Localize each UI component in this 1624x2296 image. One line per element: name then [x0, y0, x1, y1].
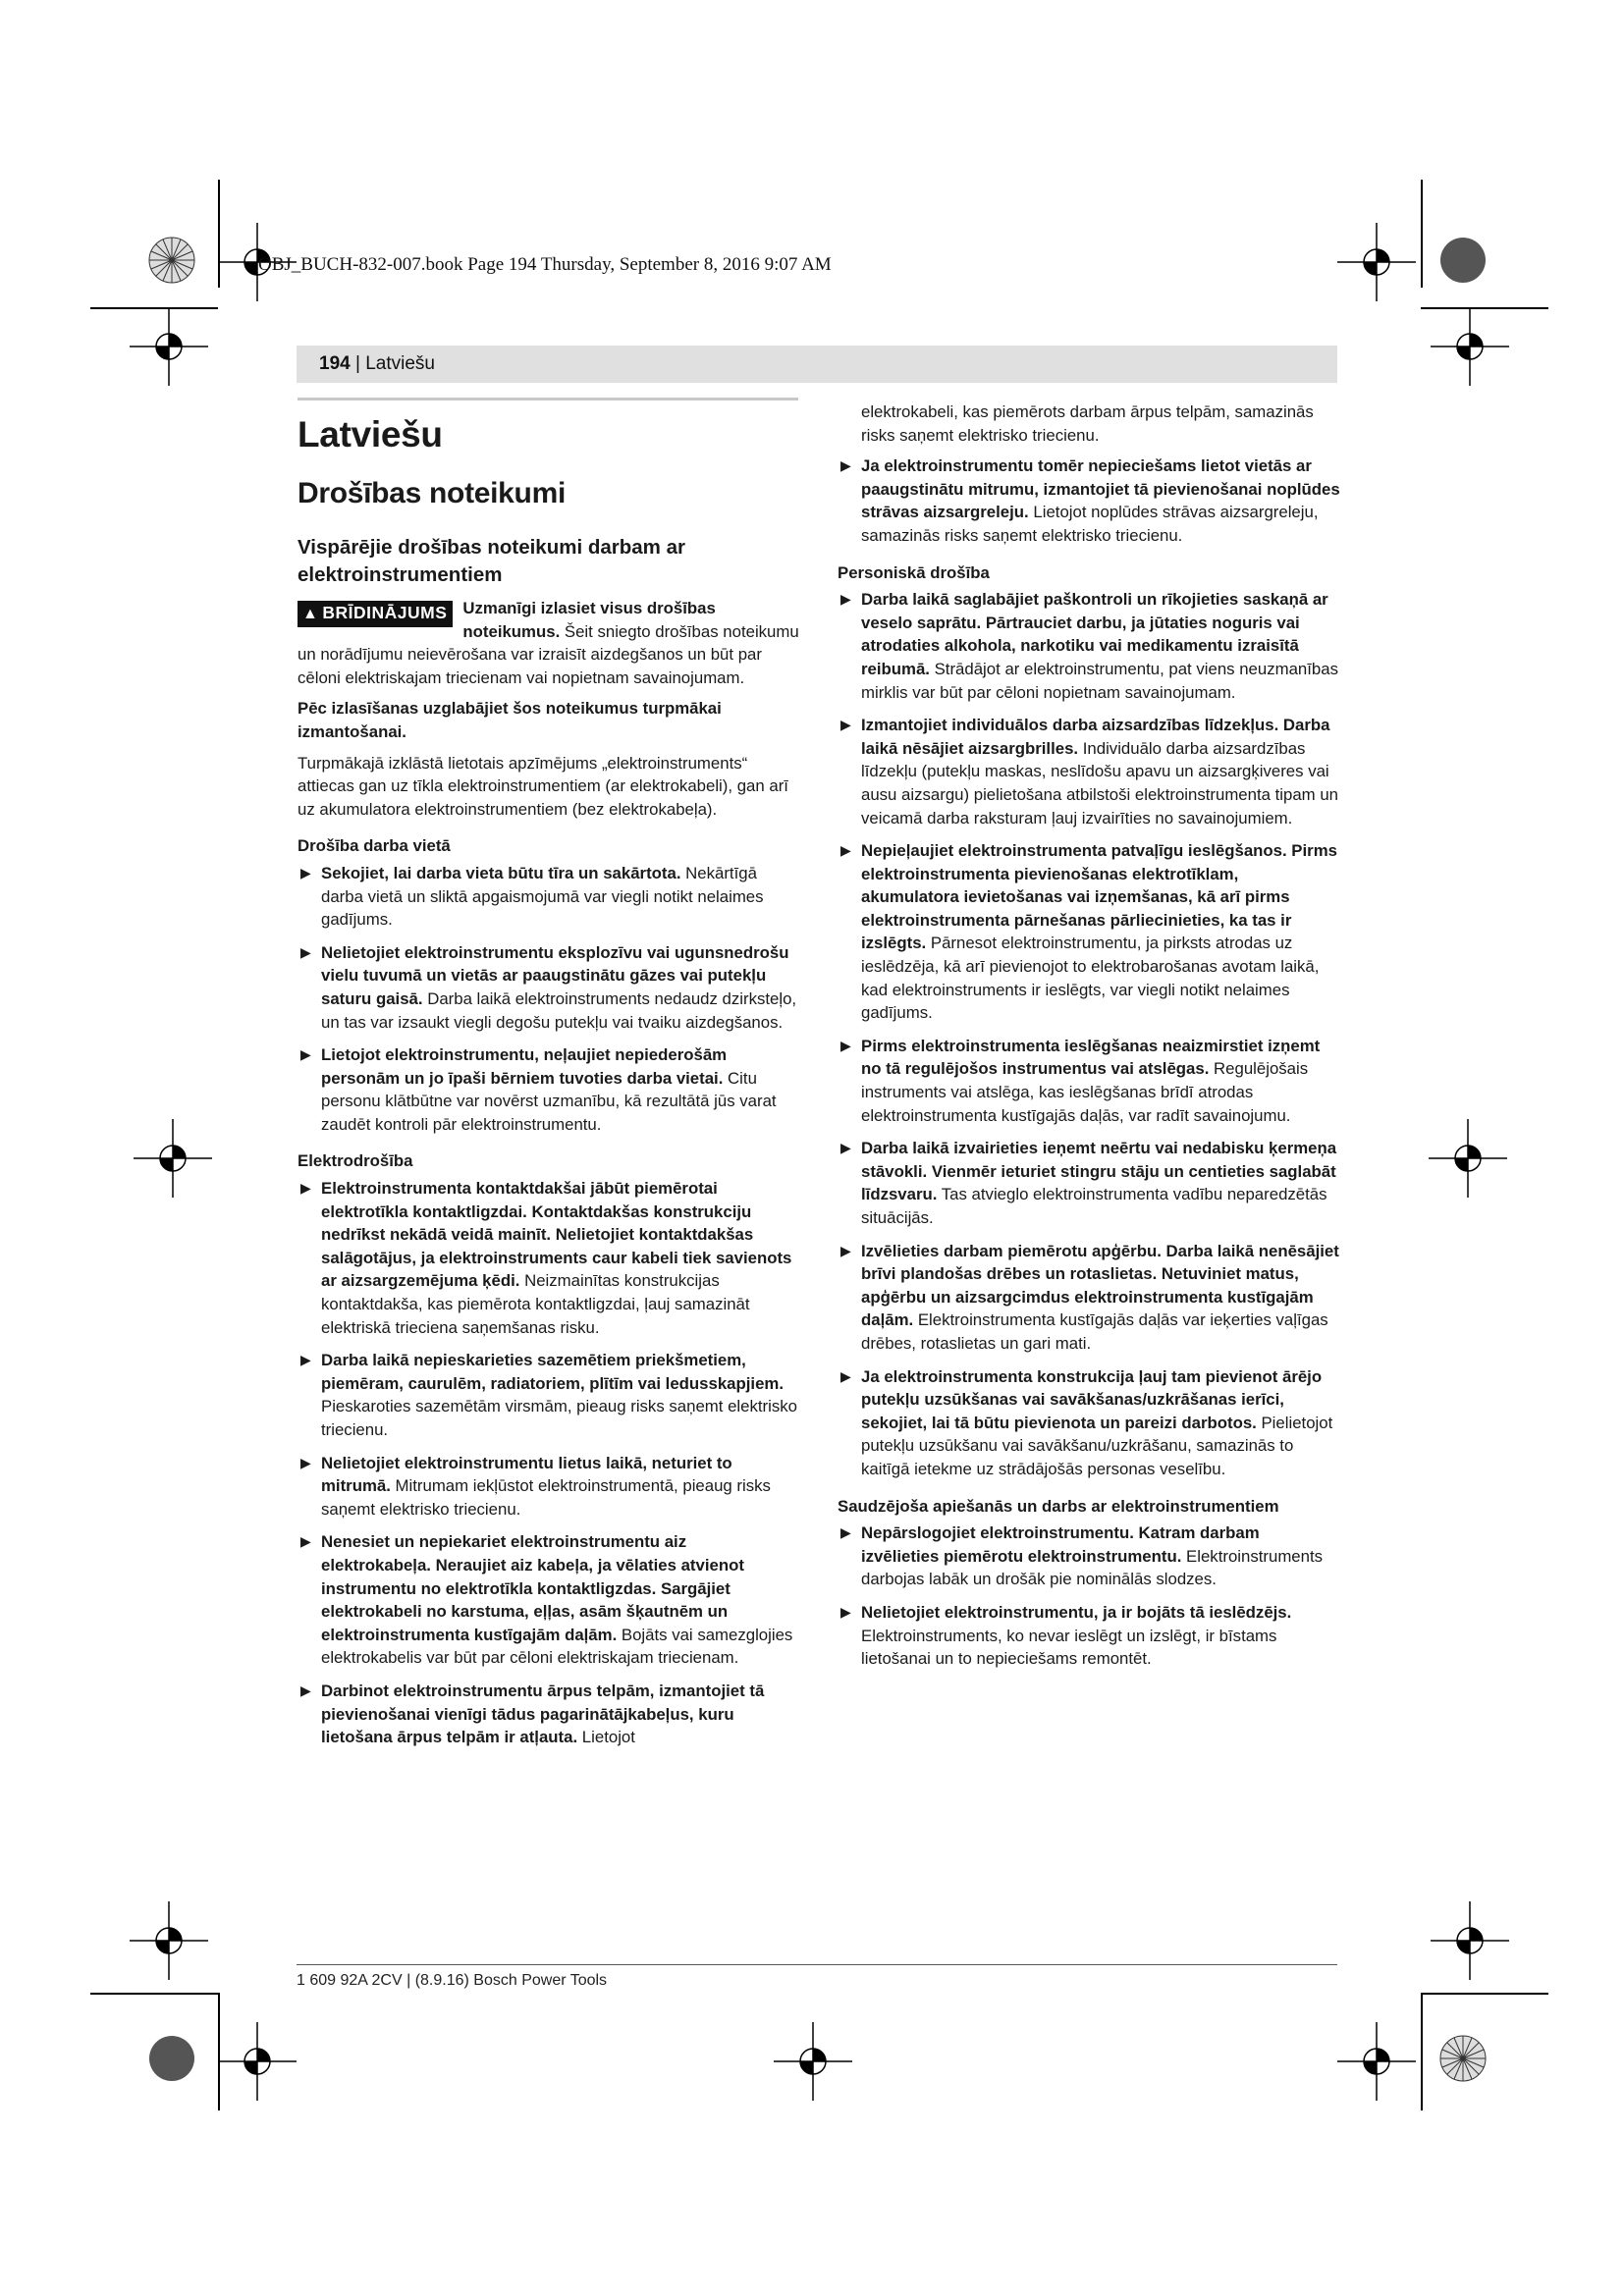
list-item	[838, 1240, 1340, 1356]
list-item	[298, 1452, 800, 1522]
subheading-careful-use: Saudzējoša apiešanās un darbs ar elektroinstrumentiem	[838, 1496, 1279, 1516]
registration-mark	[134, 1119, 212, 1198]
bullet-arrow-icon: ▶	[840, 1242, 851, 1258]
item-text: Regulējošais instruments vai atslēga, kas ieslēgšanas brīdī atrodas elektroinstrumenta kustīgajās daļās, var radīt savainojumu.	[861, 1059, 1309, 1125]
item-bold: Nelietojiet elektroinstrumentu, ja ir bojāts tā ieslēdzējs.	[861, 1602, 1292, 1622]
item-bold: Lietojot elektroinstrumentu, neļaujiet nepiederošām personām un jo īpaši bērniem tuvoties darba vietai.	[321, 1045, 728, 1088]
warning-paragraph	[298, 597, 800, 689]
registration-mark	[1431, 307, 1509, 386]
registration-mark	[774, 2022, 852, 2101]
item-text: Pārnesot elektroinstrumentu, ja pirksts atrodas uz ieslēdzēja, kā arī pievienojot to elektrobarošanas avotam laikā, kad elektroinstruments ir ieslēgts, var viegli notikt nelaimes gadījums.	[861, 934, 1320, 1023]
subheading-electrical: Elektrodrošība	[298, 1151, 413, 1171]
item-text: Nekārtīgā darba vietā un sliktā apgaismojumā var viegli notikt nelaimes gadījums.	[321, 863, 764, 930]
item-text: Elektroinstruments darbojas labāk un drošāk pie nominālās slodzes.	[861, 1546, 1324, 1589]
left-column	[298, 398, 800, 1759]
item-bold: Elektroinstrumenta kontaktdakšai jābūt piemērotai elektrotīkla kontaktligzdai. Kontaktdakšas konstrukciju nedrīkst nekādā veidā mainīt. Nelietojiet kontaktdakšas salāgotājus, ja elektroinstruments caur kabeli tiek savienots ar aizsargzemējuma ķēdi.	[321, 1179, 792, 1291]
bullet-arrow-icon: ▶	[840, 717, 851, 733]
item-bold: Darba laikā saglabājiet paškontroli un rīkojieties saskaņā ar veselo saprātu. Pārtrauciet darbu, ja jūtaties noguris vai atrodaties alkohola, narkotiku vai medikamentu izraisītā reibumā.	[861, 590, 1328, 678]
item-bold: Darbinot elektroinstrumentu ārpus telpām, izmantojiet tā pievienošanai vienīgi tādus pagarinātājkabeļus, kuru lietošana ārpus telpām ir atļauta.	[321, 1681, 765, 1747]
registration-mark	[1337, 223, 1416, 301]
registration-mark	[218, 2022, 297, 2101]
item-text: Citu personu klātbūtne var novērst uzmanību, kā rezultātā jūs varat zaudēt kontroli pār elektroinstrumentu.	[321, 1068, 777, 1134]
warning-bold: Uzmanīgi izlasiet visus drošības noteikumus.	[462, 599, 716, 641]
item-bold: Pirms elektroinstrumenta ieslēgšanas neaizmirstiet izņemt no tā regulējošos instrumentus vai atslēgas.	[861, 1036, 1321, 1079]
item-text: Pieskaroties sazemētām virsmām, pieaug risks saņemt elektrisko triecienu.	[321, 1397, 797, 1439]
starburst-mark	[147, 236, 196, 285]
warning-label: BRĪDINĀJUMS	[322, 603, 448, 622]
rcd-list	[838, 454, 1340, 547]
list-item	[838, 1365, 1340, 1481]
continuation-text: elektrokabeli, kas piemērots darbam ārpus telpām, samazinās risks saņemt elektrisko triecienu.	[861, 402, 1314, 445]
registration-mark	[130, 1901, 208, 1980]
item-text: Elektroinstruments, ko nevar ieslēgt un izslēgt, ir bīstams lietošanai un to nepieciešams remontēt.	[861, 1626, 1277, 1669]
title-rule	[298, 398, 798, 400]
workplace-list	[298, 862, 800, 1137]
bullet-arrow-icon: ▶	[840, 1037, 851, 1053]
bullet-arrow-icon: ▶	[300, 864, 311, 881]
item-bold: Nenesiet un nepiekariet elektroinstrumentu aiz elektrokabeļa. Neraujiet aiz kabeļa, ja vēlaties atvienot instrumentu no elektrotīkla kontaktligzdas. Sargājiet elektrokabeli no karstuma, eļļas, asām šķautnēm un elektroinstrumenta kustīgajām daļām.	[321, 1532, 744, 1644]
list-item	[298, 941, 800, 1034]
list-item	[838, 839, 1340, 1025]
crop-mark	[1421, 1993, 1548, 1995]
subheading-workplace: Drošība darba vietā	[298, 836, 451, 856]
warning-badge	[298, 601, 453, 627]
bullet-arrow-icon: ▶	[300, 1352, 311, 1368]
keep-instructions	[298, 697, 800, 743]
header-separator: |	[350, 353, 366, 374]
item-text: Mitrumam iekļūstot elektroinstrumentā, pieaug risks saņemt elektrisko triecienu.	[321, 1476, 771, 1519]
list-item	[298, 1043, 800, 1136]
registration-mark	[1431, 1901, 1509, 1980]
starburst-mark	[1438, 2034, 1488, 2083]
crop-mark	[1421, 1993, 1423, 2110]
list-item	[838, 714, 1340, 829]
crop-mark	[1421, 180, 1423, 288]
item-bold: Nepieļaujiet elektroinstrumenta patvaļīgu ieslēgšanos. Pirms elektroinstrumenta pievienošanas elektrotīklam, akumulatora ievietošanas vai izņemšanas, kā arī pirms elektroinstrumenta pārnešanas pārliecinieties, ka tas ir izslēgts.	[861, 841, 1337, 953]
bullet-arrow-icon: ▶	[300, 1046, 311, 1063]
bullet-arrow-icon: ▶	[840, 842, 851, 859]
list-item	[298, 1680, 800, 1749]
gray-dot-mark	[1438, 236, 1488, 285]
page-footer: 1 609 92A 2CV | (8.9.16) Bosch Power Tools	[297, 1972, 608, 1989]
bullet-arrow-icon: ▶	[840, 457, 851, 474]
item-bold: Nelietojiet elektroinstrumentu eksplozīvu vai ugunsnedrošu vielu tuvumā un vietās ar paaugstinātu gāzes vai putekļu saturu gaisā.	[321, 942, 789, 1008]
warning-text: Šeit sniegto drošības noteikumu un norādījumu neievērošana var izraisīt aizdegšanos un būt par cēloni elektriskajam triecienam vai nopietnam savainojumam.	[298, 621, 799, 687]
item-bold: Darba laikā izvairieties ieņemt neērtu vai nedabisku ķermeņa stāvokli. Vienmēr ieturiet stingru stāju un centieties saglabāt līdzsvaru.	[861, 1139, 1337, 1204]
list-item	[298, 1349, 800, 1441]
registration-mark	[1429, 1119, 1507, 1198]
item-bold: Nepārslogojiet elektroinstrumentu. Katram darbam izvēlieties piemērotu elektroinstrumentu.	[861, 1523, 1260, 1566]
registration-mark	[130, 307, 208, 386]
item-bold: Ja elektroinstrumentu tomēr nepieciešams lietot vietās ar paaugstinātu mitrumu, izmantojiet tā pievienošanai noplūdes strāvas aizsargreleju.	[861, 456, 1340, 522]
item-text: Pielietojot putekļu uzsūkšanu vai savākšanu/uzkrāšanu, samazinās to kaitīgā ietekme uz strādājošās personas veselību.	[861, 1413, 1333, 1478]
list-item	[838, 1522, 1340, 1591]
item-bold: Izmantojiet individuālos darba aizsardzības līdzekļus. Darba laikā nēsājiet aizsargbrilles.	[861, 716, 1330, 758]
item-text: Lietojot	[577, 1728, 635, 1747]
bullet-arrow-icon: ▶	[300, 1180, 311, 1197]
bullet-arrow-icon: ▶	[840, 1367, 851, 1384]
warning-icon: ▲	[302, 606, 319, 622]
bullet-arrow-icon: ▶	[300, 1682, 311, 1698]
section-title: Drošības noteikumi	[298, 477, 566, 509]
page-header	[319, 353, 435, 375]
item-bold: Darba laikā nepieskarieties sazemētiem priekšmetiem, piemēram, caurulēm, radiatoriem, plītīm vai ledusskapjiem.	[321, 1351, 784, 1393]
item-text: Elektroinstrumenta kustīgajās daļās var ieķerties vaļīgas drēbes, rotaslietas un gari mati.	[861, 1310, 1328, 1353]
item-bold: Sekojiet, lai darba vieta būtu tīra un sakārtota.	[321, 863, 681, 882]
item-bold: Ja elektroinstrumenta konstrukcija ļauj tam pievienot ārējo putekļu uzsūkšanas vai savākšanas/uzkrāšanas ierīci, sekojiet, lai tā būtu pievienota un pareizi darbotos.	[861, 1366, 1323, 1432]
footer-rule	[297, 1964, 1337, 1965]
right-column	[838, 400, 1340, 1681]
list-item	[838, 588, 1340, 704]
careful-use-list	[838, 1522, 1340, 1671]
crop-mark	[90, 1993, 218, 1995]
bullet-arrow-icon: ▶	[300, 1454, 311, 1470]
gray-dot-mark	[147, 2034, 196, 2083]
item-text: Bojāts vai samezglojies elektrokabelis var būt par cēloni elektriskajam triecienam.	[321, 1625, 793, 1668]
list-item	[838, 1601, 1340, 1671]
list-item	[298, 1530, 800, 1670]
bullet-arrow-icon: ▶	[300, 943, 311, 960]
bullet-arrow-icon: ▶	[840, 1524, 851, 1541]
item-text: Tas atvieglo elektroinstrumenta vadību neparedzētās situācijās.	[861, 1185, 1327, 1227]
bullet-arrow-icon: ▶	[840, 1603, 851, 1620]
list-item	[838, 1035, 1340, 1127]
item-text: Lietojot noplūdes strāvas aizsargreleju, samazinās risks saņemt elektrisko triecienu.	[861, 503, 1319, 545]
item-bold: Nelietojiet elektroinstrumentu lietus laikā, neturiet to mitrumā.	[321, 1453, 732, 1496]
term-definition: Turpmākajā izklāstā lietotais apzīmējums „elektroinstruments“ attiecas gan uz tīkla elektroinstrumentiem (ar elektrokabeli), gan arī uz akumulatora elektroinstrumentiem (bez elektrokabeļa).	[298, 753, 788, 819]
item-text: Neizmainītas konstrukcijas kontaktdakša, kas piemērota kontaktligzdai, ļauj samazināt elektriskā trieciena saņemšanas risku.	[321, 1271, 750, 1337]
keep-instructions-text: Pēc izlasīšanas uzglabājiet šos noteikumus turpmākai izmantošanai.	[298, 699, 722, 741]
item-text: Individuālo darba aizsardzības līdzekļu (putekļu maskas, neslīdošu apavu un aizsargķiveres vai ausu aizsargu) pielietošana atbilstoši elektroinstrumenta tipam un veicamā darba raksturam ļauj izvairīties no savainojumiem.	[861, 738, 1338, 828]
page-title: Latviešu	[298, 414, 443, 454]
list-item	[298, 1177, 800, 1339]
list-item	[838, 1137, 1340, 1229]
electrical-list	[298, 1177, 800, 1749]
item-text: Strādājot ar elektroinstrumentu, pat viens neuzmanības mirklis var būt par cēloni nopietnam savainojumam.	[861, 659, 1338, 702]
bullet-arrow-icon: ▶	[300, 1533, 311, 1550]
bullet-arrow-icon: ▶	[840, 1140, 851, 1156]
page-header-bar	[297, 346, 1337, 383]
section-heading: Vispārējie drošības noteikumi darbam ar elektroinstrumentiem	[298, 536, 685, 586]
registration-mark	[1337, 2022, 1416, 2101]
page-number: 194	[319, 353, 351, 374]
item-bold: Izvēlieties darbam piemērotu apģērbu. Darba laikā nenēsājiet brīvi plandošas drēbes un rotaslietas. Netuviniet matus, apģērbu un aizsargcimdus elektroinstrumenta kustīgajām daļām.	[861, 1241, 1339, 1330]
header-section: Latviešu	[365, 353, 435, 374]
print-banner: OBJ_BUCH-832-007.book Page 194 Thursday, September 8, 2016 9:07 AM	[258, 254, 832, 275]
personal-list	[838, 588, 1340, 1480]
list-item	[298, 862, 800, 932]
bullet-arrow-icon: ▶	[840, 591, 851, 608]
item-text: Darba laikā elektroinstruments nedaudz dzirksteļo, un tas var izsaukt viegli degošu putekļu vai tvaiku aizdegšanos.	[321, 988, 797, 1032]
list-item	[838, 454, 1340, 547]
subheading-personal: Personiskā drošība	[838, 562, 990, 582]
